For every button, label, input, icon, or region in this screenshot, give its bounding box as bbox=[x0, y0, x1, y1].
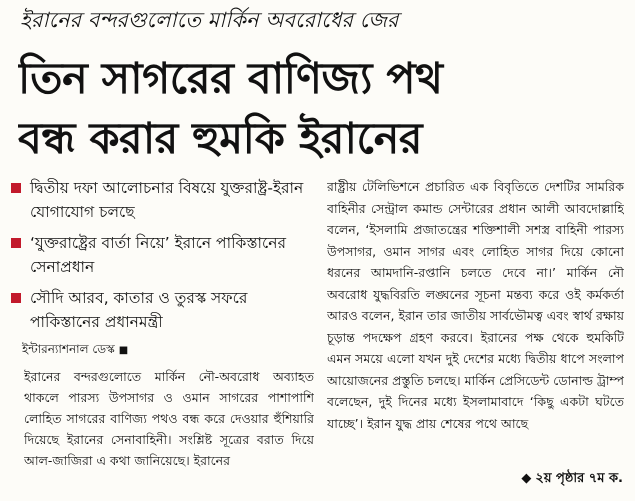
byline bbox=[22, 340, 312, 360]
highlight-item bbox=[8, 286, 308, 334]
body-column-right: রাষ্ট্রীয় টেলিভিশনে প্রচারিত এক বিবৃতিতে দেশটির সামরিক বাহিনীর সেন্ট্রাল কমান্ড সেন্টারের প্রধান আলী আবদোল্লাহি বলেন, ‘ইসলামি প্রজাতন্ত্রের শক্তিশালী সশস্ত্র বাহিনী পারস্য উপসাগর, ওমান সাগর এবং লোহিত সাগর দিয়ে কোনো ধরনের আমদানি-রপ্তানি চলতে দেবে না।’ মার্কিন নৌ অবরোধ যুদ্ধবিরতি লঙ্ঘনের সূচনা মন্তব্য করে ওই কর্মকর্তা আরও বলেন, ইরান তার জাতীয় সার্বভৌমত্ব এবং স্বার্থ রক্ষায় চূড়ান্ত পদক্ষেপ গ্রহণ করবে। ইরানের পক্ষ থেকে হুমকিটি এমন সময়ে এলো যখন দুই দেশের মধ্যে দ্বিতীয় ধাপে সংলাপ আয়োজনের প্রস্তুতি চলছে। মার্কিন প্রেসিডেন্ট ডোনাল্ড ট্রাম্প বলেছেন, দুই দিনের মধ্যে ইসলামাবাদে ‘কিছু একটা ঘটতে যাচ্ছে’। ইরান যুদ্ধ প্রায় শেষের পথে আছে bbox=[327, 179, 624, 431]
square-bullet-icon bbox=[11, 238, 21, 248]
body-column-left: ইরানের বন্দরগুলোতে মার্কিন নৌ-অবরোধ অব্যাহত থাকলে পারস্য উপসাগর ও ওমান সাগরের পাশাপাশি লোহিত সাগরের বাণিজ্য পথও বন্ধ করে দেওয়ার হুঁশিয়ারি দিয়েছে ইরানের সেনাবাহিনী। সংশ্লিষ্ট সূত্রের বরাত দিয়ে আল-জাজিরা এ কথা জানিয়েছে। ইরানের bbox=[24, 369, 314, 468]
byline-text: ইন্টারন্যাশনাল ডেস্ক bbox=[22, 342, 115, 356]
headline-line-1: তিন সাগরের বাণিজ্য পথ bbox=[18, 54, 443, 104]
highlight-text: দ্বিতীয় দফা আলোচনার বিষয়ে যুক্তরাষ্ট্র-ইরান যোগাযোগ চলছে bbox=[30, 179, 304, 221]
highlight-text: সৌদি আরব, কাতার ও তুরস্ক সফরে পাকিস্তানের প্রধানমন্ত্রী bbox=[30, 289, 248, 331]
square-bullet-icon bbox=[11, 183, 21, 193]
square-bullet-icon bbox=[11, 293, 21, 303]
kicker: ইরানের বন্দরগুলোতে মার্কিন অবরোধের জের bbox=[20, 8, 399, 32]
continuation-note bbox=[521, 469, 623, 489]
highlights-list bbox=[8, 176, 308, 341]
highlight-item bbox=[8, 231, 308, 279]
highlight-text: ‘যুক্তরাষ্ট্রের বার্তা নিয়ে’ ইরানে পাকিস্তানের সেনাপ্রধান bbox=[30, 234, 286, 276]
byline-square-icon: ■ bbox=[118, 345, 129, 356]
continuation-text: ২য় পৃষ্ঠার ৭ম ক. bbox=[535, 471, 623, 486]
highlight-item bbox=[8, 176, 308, 224]
diamond-icon: ◆ bbox=[521, 471, 532, 486]
headline-line-2: বন্ধ করার হুমকি ইরানের bbox=[18, 114, 423, 164]
